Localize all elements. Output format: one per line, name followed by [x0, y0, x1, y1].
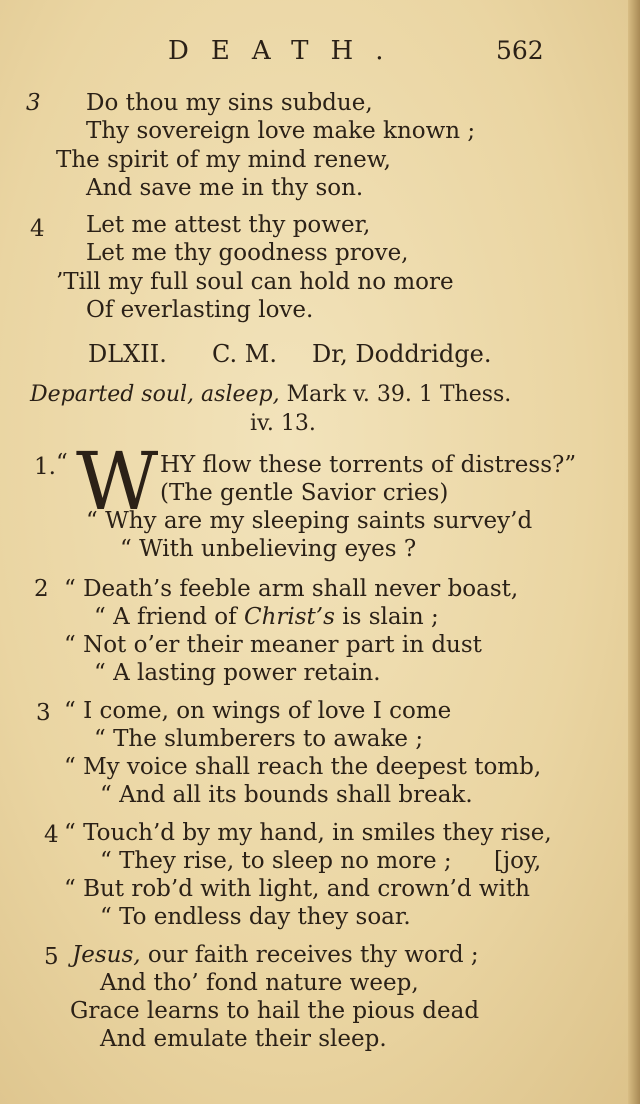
verse-line: Let me attest thy power,	[86, 212, 371, 238]
page-gutter-shadow	[628, 0, 640, 1104]
verse-line-name: Jesus,	[72, 942, 141, 968]
verse-number: 1.	[34, 454, 56, 480]
verse-line: “ Touch’d by my hand, in smiles they rise,	[64, 820, 552, 846]
page-number: 562	[496, 36, 544, 65]
verse-line: “ But rob’d with light, and crown’d with	[64, 876, 530, 902]
hymn-subtitle-reference: Mark v. 39. 1 Thess.	[286, 382, 512, 407]
verse-line: “ Why are my sleeping saints survey’d	[86, 508, 533, 534]
running-header-title: DEATH.	[168, 36, 406, 66]
verse-line-end: is slain ;	[334, 604, 439, 630]
verse-line: The spirit of my mind renew,	[56, 147, 391, 173]
verse-line-end: our faith receives thy word ;	[140, 942, 479, 968]
hymn-number: DLXII.	[88, 340, 167, 368]
verse-number: 4	[44, 822, 59, 848]
verse-line: “ I come, on wings of love I come	[64, 698, 452, 724]
verse-line: (The gentle Savior cries)	[160, 480, 449, 506]
verse-line-name: Christ’s	[243, 604, 335, 630]
verse-number: 4	[30, 216, 45, 242]
verse-line: Grace learns to hail the pious dead	[70, 998, 480, 1024]
verse-line: “ Not o’er their meaner part in dust	[64, 632, 482, 658]
verse-line-start: “ A friend of	[94, 604, 244, 630]
verse-number: 5	[44, 944, 59, 970]
verse-line: “ Death’s feeble arm shall never boast,	[64, 576, 519, 602]
verse-line: “ With unbelieving eyes ?	[120, 536, 417, 562]
verse-line-carryover: [joy,	[494, 848, 542, 874]
verse-line: Thy sovereign love make known ;	[86, 118, 476, 144]
verse-line: Of everlasting love.	[86, 297, 314, 323]
verse-line: “ A lasting power retain.	[94, 660, 381, 686]
hymn-subtitle	[30, 382, 511, 407]
hymn-subtitle-reference-continued: iv. 13.	[250, 411, 316, 436]
verse-line	[94, 602, 439, 632]
verse-line	[72, 940, 479, 970]
hymn-subtitle-title: Departed soul, asleep,	[30, 382, 280, 407]
verse-number: 2	[34, 576, 49, 602]
verse-number: 3	[26, 90, 41, 116]
verse-number: 3	[36, 700, 51, 726]
verse-line: ’Till my full soul can hold no more	[56, 269, 454, 295]
verse-line: And tho’ fond nature weep,	[100, 970, 419, 996]
drop-cap-letter: W	[76, 435, 159, 528]
verse-line: Let me thy goodness prove,	[86, 240, 409, 266]
opening-quote: “	[56, 450, 68, 476]
verse-line: And save me in thy son.	[86, 175, 364, 201]
hymn-author: Dr, Doddridge.	[312, 340, 492, 368]
verse-line: “ My voice shall reach the deepest tomb,	[64, 754, 542, 780]
verse-line: “ The slumberers to awake ;	[94, 726, 424, 752]
verse-line: And emulate their sleep.	[100, 1026, 387, 1052]
verse-line: “ To endless day they soar.	[100, 904, 411, 930]
verse-line: HY flow these torrents of distress?”	[160, 452, 577, 478]
hymn-meter: C. M.	[212, 340, 277, 368]
verse-line: “ And all its bounds shall break.	[100, 782, 473, 808]
verse-line: “ They rise, to sleep no more ;	[100, 848, 452, 874]
verse-line: Do thou my sins subdue,	[86, 90, 373, 116]
